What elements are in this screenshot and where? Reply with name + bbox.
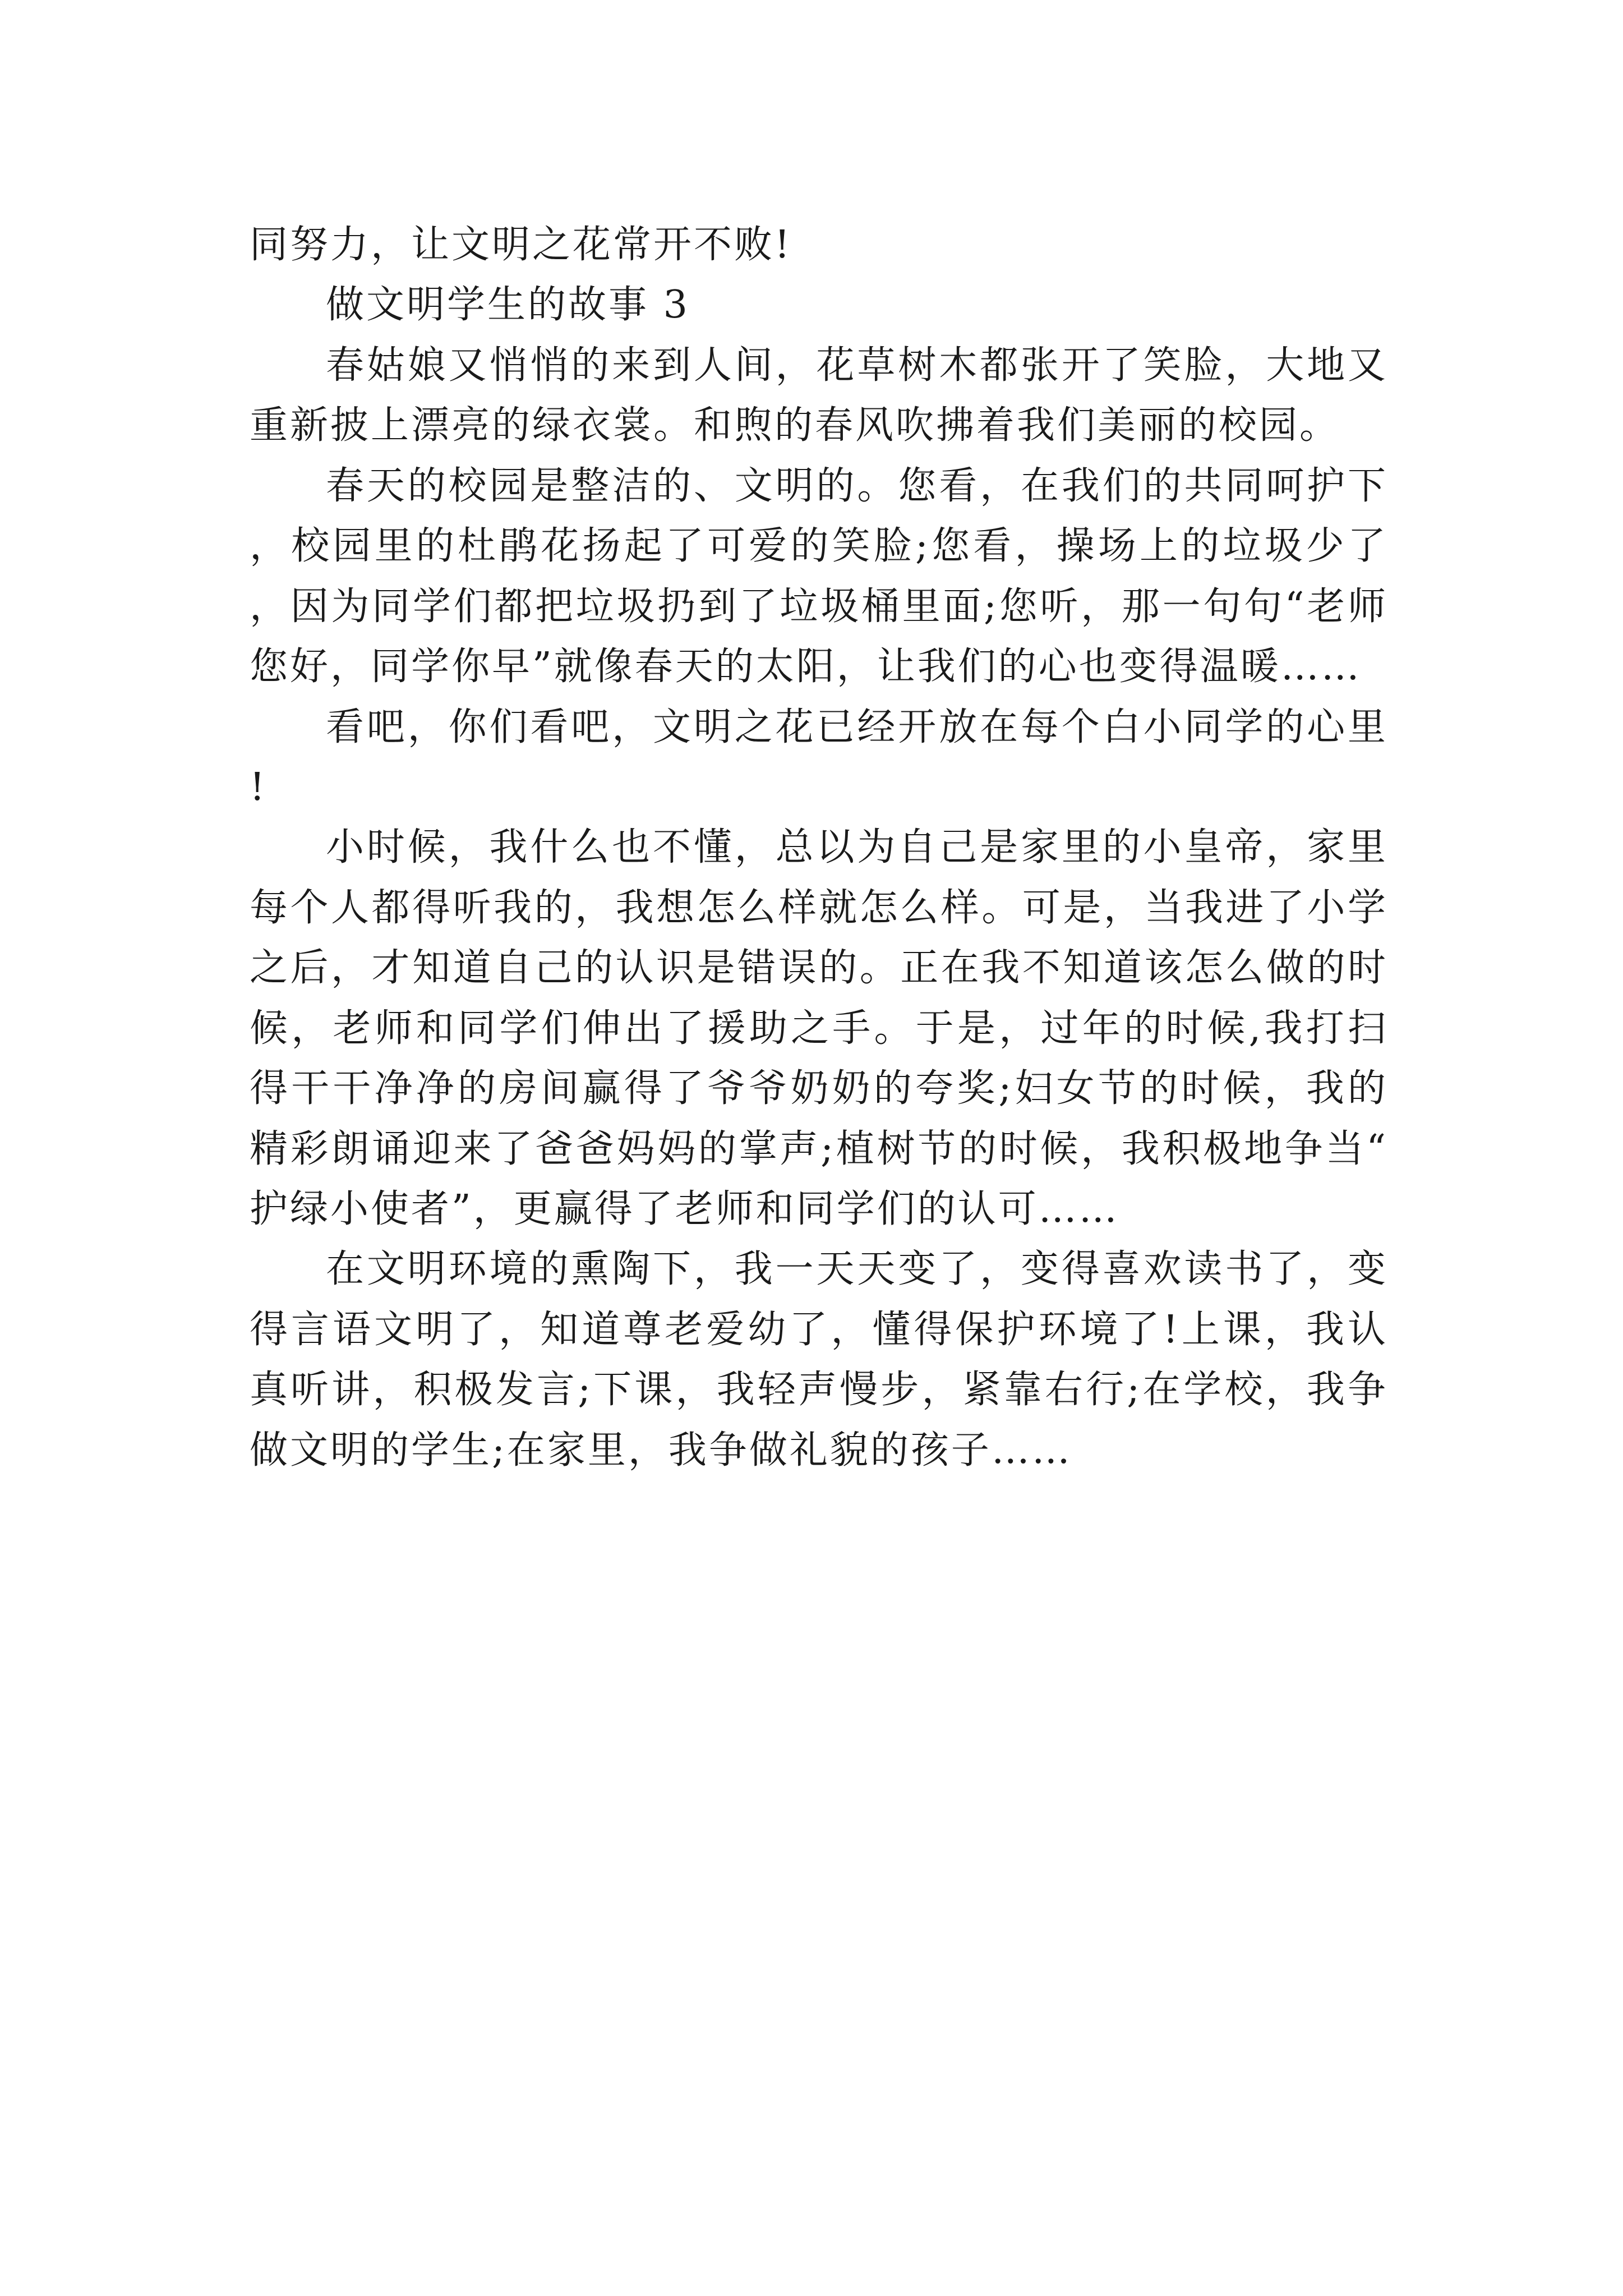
document-body — [250, 215, 1388, 1480]
section-heading: 做文明学生的故事 3 — [326, 283, 690, 328]
paragraph-change: 在文明环境的熏陶下，我一天天变了，变得喜欢读书了，变得言语文明了，知道尊老爱幼了，懂得保护环境了!上课，我认真听讲，积极发言;下课，我轻声慢步，紧靠右行;在学校，我争做文明的学生;在家里，我争做礼貌的孩子…… — [250, 1247, 1388, 1473]
continuation-text: 同努力，让文明之花常开不败! — [250, 223, 792, 267]
paragraph-spring-arrival: 春姑娘又悄悄的来到人间，花草树木都张开了笑脸，大地又重新披上漂亮的绿衣裳。和煦的春风吹拂着我们美丽的校园。 — [250, 343, 1388, 448]
paragraph-childhood: 小时候，我什么也不懂，总以为自己是家里的小皇帝，家里每个人都得听我的，我想怎么样就怎么样。可是，当我进了小学之后，才知道自己的认识是错误的。正在我不知道该怎么做的时候，老师和同学们伸出了援助之手。于是，过年的时候,我打扫得干干净净的房间赢得了爷爷奶奶的夸奖;妇女节的时候，我的精彩朗诵迎来了爸爸妈妈的掌声;植树节的时候，我积极地争当“护绿小使者”，更赢得了老师和同学们的认可…… — [250, 825, 1388, 1231]
paragraph-flower-of-civility: 看吧，你们看吧，文明之花已经开放在每个白小同学的心里! — [250, 705, 1388, 809]
paragraph-campus-civilized: 春天的校园是整洁的、文明的。您看，在我们的共同呵护下，校园里的杜鹃花扬起了可爱的笑脸;您看，操场上的垃圾少了，因为同学们都把垃圾扔到了垃圾桶里面;您听，那一句句“老师您好，同学你早”就像春天的太阳，让我们的心也变得温暖…… — [250, 463, 1388, 689]
